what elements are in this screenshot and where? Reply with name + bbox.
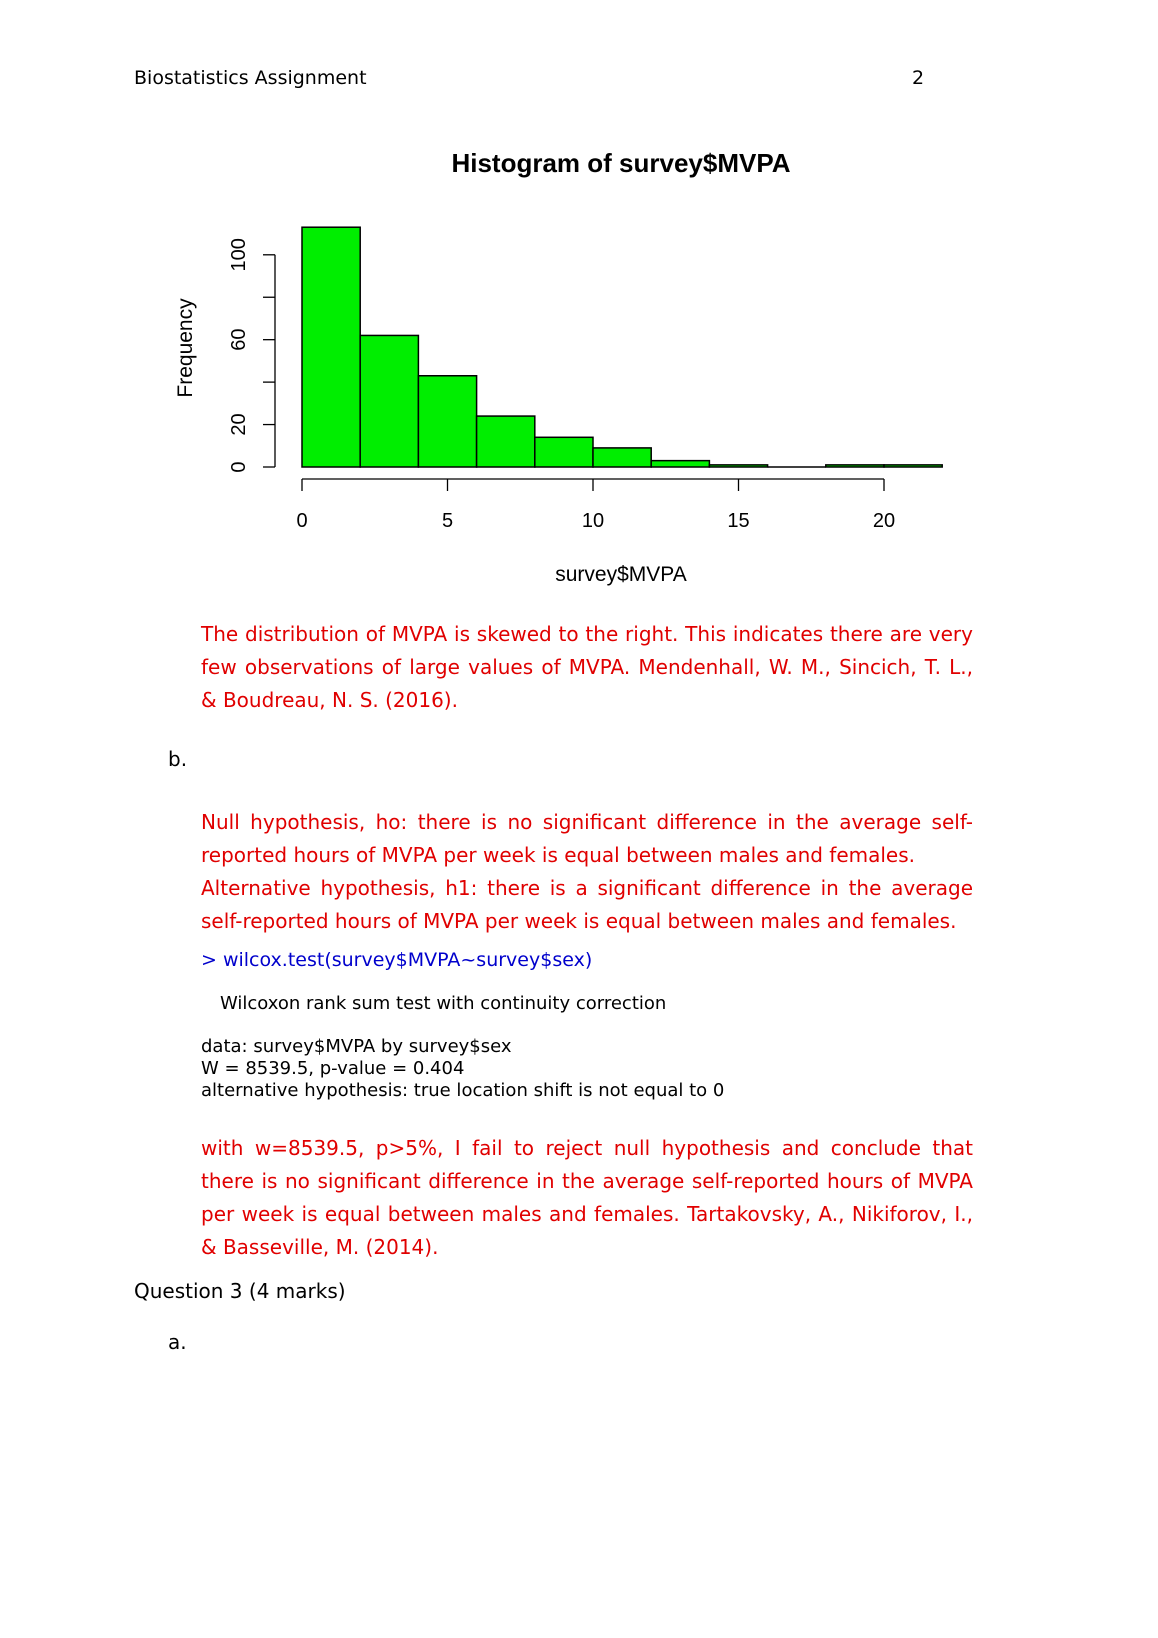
r-command: > wilcox.test(survey$MVPA~survey$sex)	[201, 949, 593, 971]
histogram-bar	[360, 335, 418, 467]
histogram-bar	[884, 465, 942, 467]
histogram-bar	[709, 465, 767, 467]
y-tick-label: 100	[228, 238, 250, 272]
x-tick-label: 20	[872, 510, 896, 532]
histogram-bar	[477, 416, 535, 467]
chart-title: Histogram of survey$MVPA	[451, 148, 791, 178]
question-3-heading: Question 3 (4 marks)	[134, 1279, 346, 1303]
test-output-data: data: survey$MVPA by survey$sex	[201, 1036, 512, 1057]
histogram-bar	[535, 437, 593, 467]
histogram-bar	[593, 448, 651, 467]
test-conclusion: with w=8539.5, p>5%, I fail to reject null hypothesis and conclude that there is no significant difference in the average self-reported hours of MVPA per week is equal between males and females. Tartakovsky, A., Nikiforov, I., & Basseville, M. (2014).	[201, 1136, 973, 1259]
histogram-chart	[160, 140, 960, 600]
histogram-bar	[651, 461, 709, 467]
y-tick-label: 0	[228, 461, 250, 473]
question-3-part-a-label: a.	[168, 1330, 187, 1354]
test-output-alternative: alternative hypothesis: true location shift is not equal to 0	[201, 1080, 725, 1101]
part-b-label: b.	[168, 747, 188, 771]
page-number: 2	[912, 67, 925, 89]
alternative-hypothesis: Alternative hypothesis, h1: there is a significant difference in the average self-reported hours of MVPA per week is equal between males and females.	[201, 876, 973, 933]
y-tick-label: 60	[228, 328, 250, 351]
test-output-statistic: W = 8539.5, p-value = 0.404	[201, 1058, 465, 1079]
null-hypothesis: Null hypothesis, ho: there is no significant difference in the average self-reported hours of MVPA per week is equal between males and females.	[201, 810, 973, 867]
test-output	[201, 1036, 724, 1102]
histogram-bar	[826, 465, 884, 467]
running-header-title: Biostatistics Assignment	[134, 67, 367, 89]
y-axis	[228, 238, 275, 472]
x-tick-label: 15	[727, 510, 750, 532]
hypotheses-block	[201, 806, 973, 938]
y-tick-label: 20	[228, 413, 250, 436]
bars-group	[302, 227, 942, 467]
histogram-bar	[302, 227, 360, 467]
histogram-bar	[418, 376, 476, 467]
x-tick-label: 10	[581, 510, 605, 532]
x-tick-label: 0	[296, 510, 308, 532]
x-axis	[296, 479, 895, 532]
histogram-interpretation: The distribution of MVPA is skewed to the right. This indicates there are very few observations of large values of MVPA. Mendenhall, W. M., Sincich, T. L., & Boudreau, N. S. (2016).	[201, 622, 973, 712]
x-axis-label: survey$MVPA	[555, 563, 687, 586]
test-output-title: Wilcoxon rank sum test with continuity correction	[220, 993, 667, 1014]
x-tick-label: 5	[441, 510, 454, 532]
y-axis-label: Frequency	[174, 298, 197, 398]
